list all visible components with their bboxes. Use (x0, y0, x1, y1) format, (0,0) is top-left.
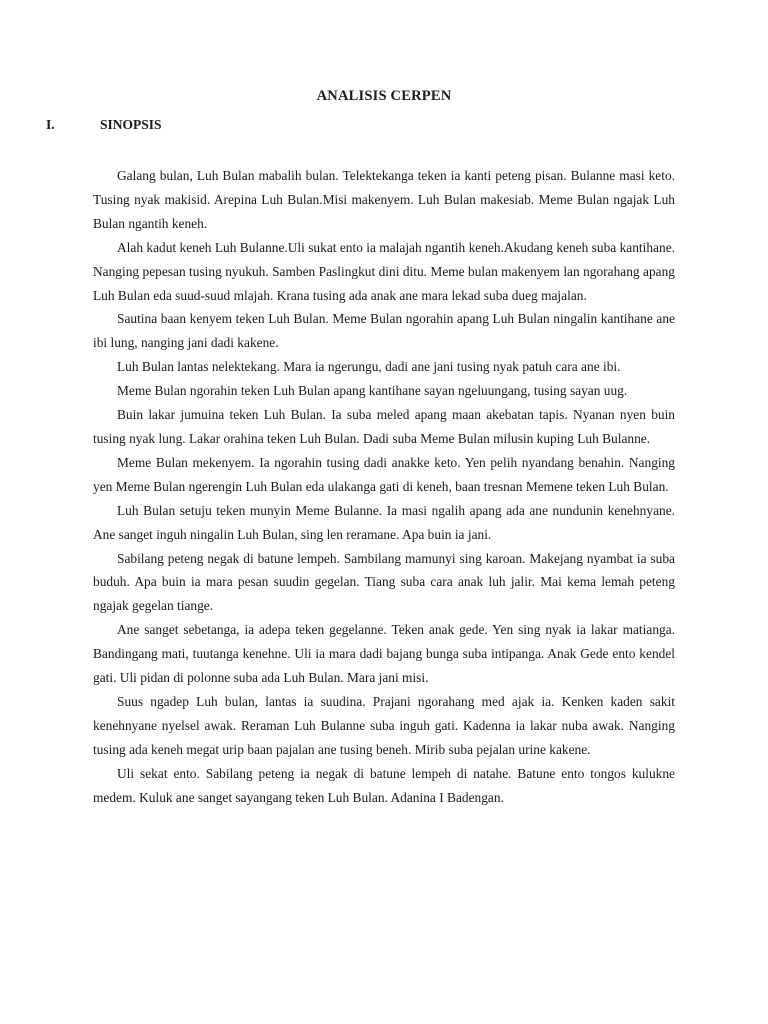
paragraph: Luh Bulan lantas nelektekang. Mara ia ngerungu, dadi ane jani tusing nyak patuh cara ane ibi. (117, 359, 621, 375)
paragraph: Suus ngadep Luh bulan, lantas ia suudina. Prajani ngorahang med ajak ia. Kenken kaden sakit kenehnyane nyelsel awak. Reraman Luh Bulanne suba inguh gati. Kadenna ia lakar nuba awak. Nanging tusing ada keneh megat urip baan pajalan ane tusing beneh. Mirib suba pejalan urine kakene. (93, 693, 675, 757)
paragraph: Meme Bulan mekenyem. Ia ngorahin tusing dadi anakke keto. Yen pelih nyandang benahin. Nanging yen Meme Bulan ngerengin Luh Bulan eda ulakanga gati di keneh, baan tresnan Memene teken Luh Bulan. (93, 454, 675, 494)
section-heading (46, 117, 162, 133)
paragraph: Alah kadut keneh Luh Bulanne.Uli sukat ento ia malajah ngantih keneh.Akudang keneh suba kantihane. Nanging pepesan tusing nyukuh. Samben Paslingkut dini ditu. Meme bulan makenyem lan ngorahang apang Luh Bulan eda suud-suud mlajah. Krana tusing ada anak ane mara lekad suba dueg majalan. (93, 239, 675, 303)
paragraph: Galang bulan, Luh Bulan mabalih bulan. Telektekanga teken ia kanti peteng pisan. Bulanne masi keto. Tusing nyak makisid. Arepina Luh Bulan.Misi makenyem. Luh Bulan makesiab. Meme Bulan ngajak Luh Bulan ngantih keneh. (93, 168, 675, 231)
section-title: SINOPSIS (100, 117, 162, 132)
synopsis-body (93, 164, 675, 809)
paragraph: Luh Bulan setuju teken munyin Meme Bulanne. Ia masi ngalih apang ada ane nundunin kenehnyane. Ane sanget inguh ningalin Luh Bulan, sing len reramane. Apa buin ia jani. (93, 502, 675, 542)
paragraph: Sabilang peteng negak di batune lempeh. Sambilang mamunyi sing karoan. Makejang nyambat ia suba buduh. Apa buin ia mara pesan suudin gegelan. Tiang suba cara anak luh jalir. Mai kema lemah peteng ngajak gegelan tiange. (93, 550, 675, 614)
section-number: I. (46, 117, 55, 132)
document-title: ANALISIS CERPEN (316, 88, 452, 104)
paragraph: Sautina baan kenyem teken Luh Bulan. Meme Bulan ngorahin apang Luh Bulan ningalin kantihane ane ibi lung, nanging jani dadi kakene. (93, 311, 675, 351)
paragraph: Uli sekat ento. Sabilang peteng ia negak di batune lempeh di natahe. Batune ento tongos kulukne medem. Kuluk ane sanget sayangang teken Luh Bulan. Adanina I Badengan. (93, 765, 675, 805)
paragraph: Meme Bulan ngorahin teken Luh Bulan apang kantihane sayan ngeluungang, tusing sayan uug. (117, 383, 628, 399)
paragraph: Ane sanget sebetanga, ia adepa teken gegelanne. Teken anak gede. Yen sing nyak ia lakar matianga. Bandingang mati, tuutanga kenehne. Uli ia mara dadi bajang bunga suba intipanga. Anak Gede ento kendel gati. Uli pidan di polonne suba ada Luh Bulan. Mara jani misi. (93, 622, 675, 686)
paragraph: Buin lakar jumuina teken Luh Bulan. Ia suba meled apang maan akebatan tapis. Nyanan nyen buin tusing nyak lung. Lakar orahina teken Luh Bulan. Dadi suba Meme Bulan milusin kuping Luh Bulanne. (93, 407, 675, 446)
